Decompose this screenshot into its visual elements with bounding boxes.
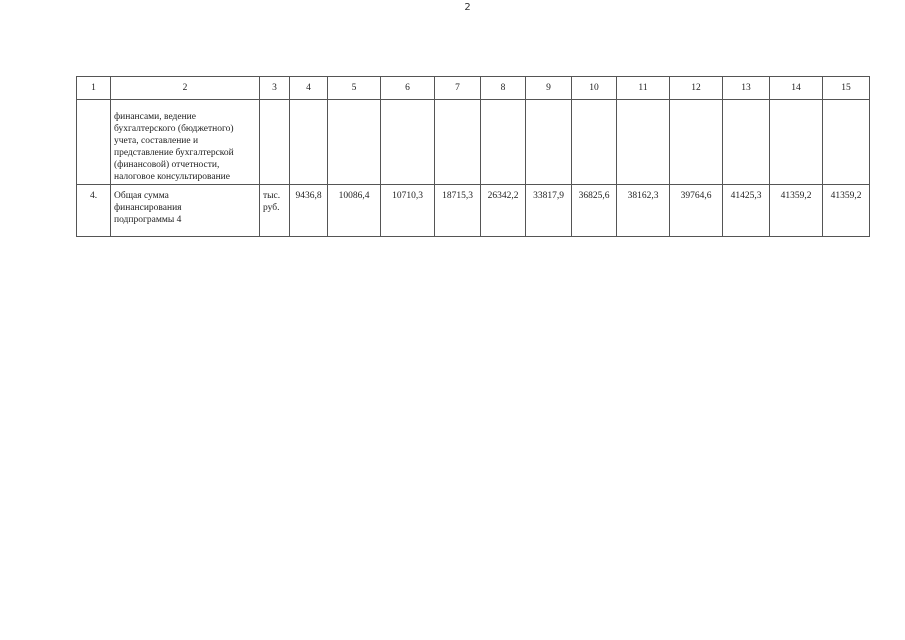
row-description-cell <box>111 185 260 237</box>
column-header: 12 <box>670 77 723 100</box>
description-line: финансирования <box>114 203 182 213</box>
column-header: 10 <box>572 77 617 100</box>
value-cell: 38162,3 <box>617 185 670 237</box>
row-description-cell <box>111 100 260 185</box>
value-cell <box>435 100 481 185</box>
value-cell <box>823 100 870 185</box>
description-line: представление бухгалтерской <box>114 148 234 158</box>
row-number-cell <box>77 100 111 185</box>
description-line: Общая сумма <box>114 191 169 201</box>
column-header: 15 <box>823 77 870 100</box>
column-header: 8 <box>481 77 526 100</box>
value-cell: 18715,3 <box>435 185 481 237</box>
row-number-cell: 4. <box>77 185 111 237</box>
column-header: 5 <box>328 77 381 100</box>
column-header: 2 <box>111 77 260 100</box>
value-cell: 41359,2 <box>770 185 823 237</box>
value-cell <box>381 100 435 185</box>
value-cell: 36825,6 <box>572 185 617 237</box>
value-cell: 33817,9 <box>526 185 572 237</box>
unit-cell <box>260 100 290 185</box>
value-cell: 39764,6 <box>670 185 723 237</box>
value-cell: 10710,3 <box>381 185 435 237</box>
value-cell: 26342,2 <box>481 185 526 237</box>
value-cell <box>617 100 670 185</box>
column-header: 13 <box>723 77 770 100</box>
table-row-total <box>77 185 870 237</box>
description-line: (финансовой) отчетности, <box>114 160 220 170</box>
value-cell <box>770 100 823 185</box>
value-cell <box>670 100 723 185</box>
value-cell: 41425,3 <box>723 185 770 237</box>
unit-cell <box>260 185 290 237</box>
column-header: 11 <box>617 77 670 100</box>
value-cell <box>526 100 572 185</box>
column-header: 7 <box>435 77 481 100</box>
value-cell <box>290 100 328 185</box>
description-line: учета, составление и <box>114 136 199 146</box>
value-cell: 9436,8 <box>290 185 328 237</box>
value-cell <box>723 100 770 185</box>
description-line: бухгалтерского (бюджетного) <box>114 124 234 134</box>
column-header: 1 <box>77 77 111 100</box>
value-cell: 10086,4 <box>328 185 381 237</box>
value-cell: 41359,2 <box>823 185 870 237</box>
description-line: налоговое консультирование <box>114 172 230 182</box>
column-header: 9 <box>526 77 572 100</box>
table-header-row <box>77 77 870 100</box>
column-header: 6 <box>381 77 435 100</box>
value-cell <box>328 100 381 185</box>
unit-line: руб. <box>263 203 280 213</box>
financing-table <box>76 76 870 237</box>
column-header: 4 <box>290 77 328 100</box>
value-cell <box>572 100 617 185</box>
description-line: подпрограммы 4 <box>114 215 182 225</box>
column-header: 14 <box>770 77 823 100</box>
column-header: 3 <box>260 77 290 100</box>
value-cell <box>481 100 526 185</box>
table-row-continuation <box>77 100 870 185</box>
description-line: финансами, ведение <box>114 112 196 122</box>
unit-line: тыс. <box>263 191 281 201</box>
page-number: 2 <box>464 2 471 13</box>
